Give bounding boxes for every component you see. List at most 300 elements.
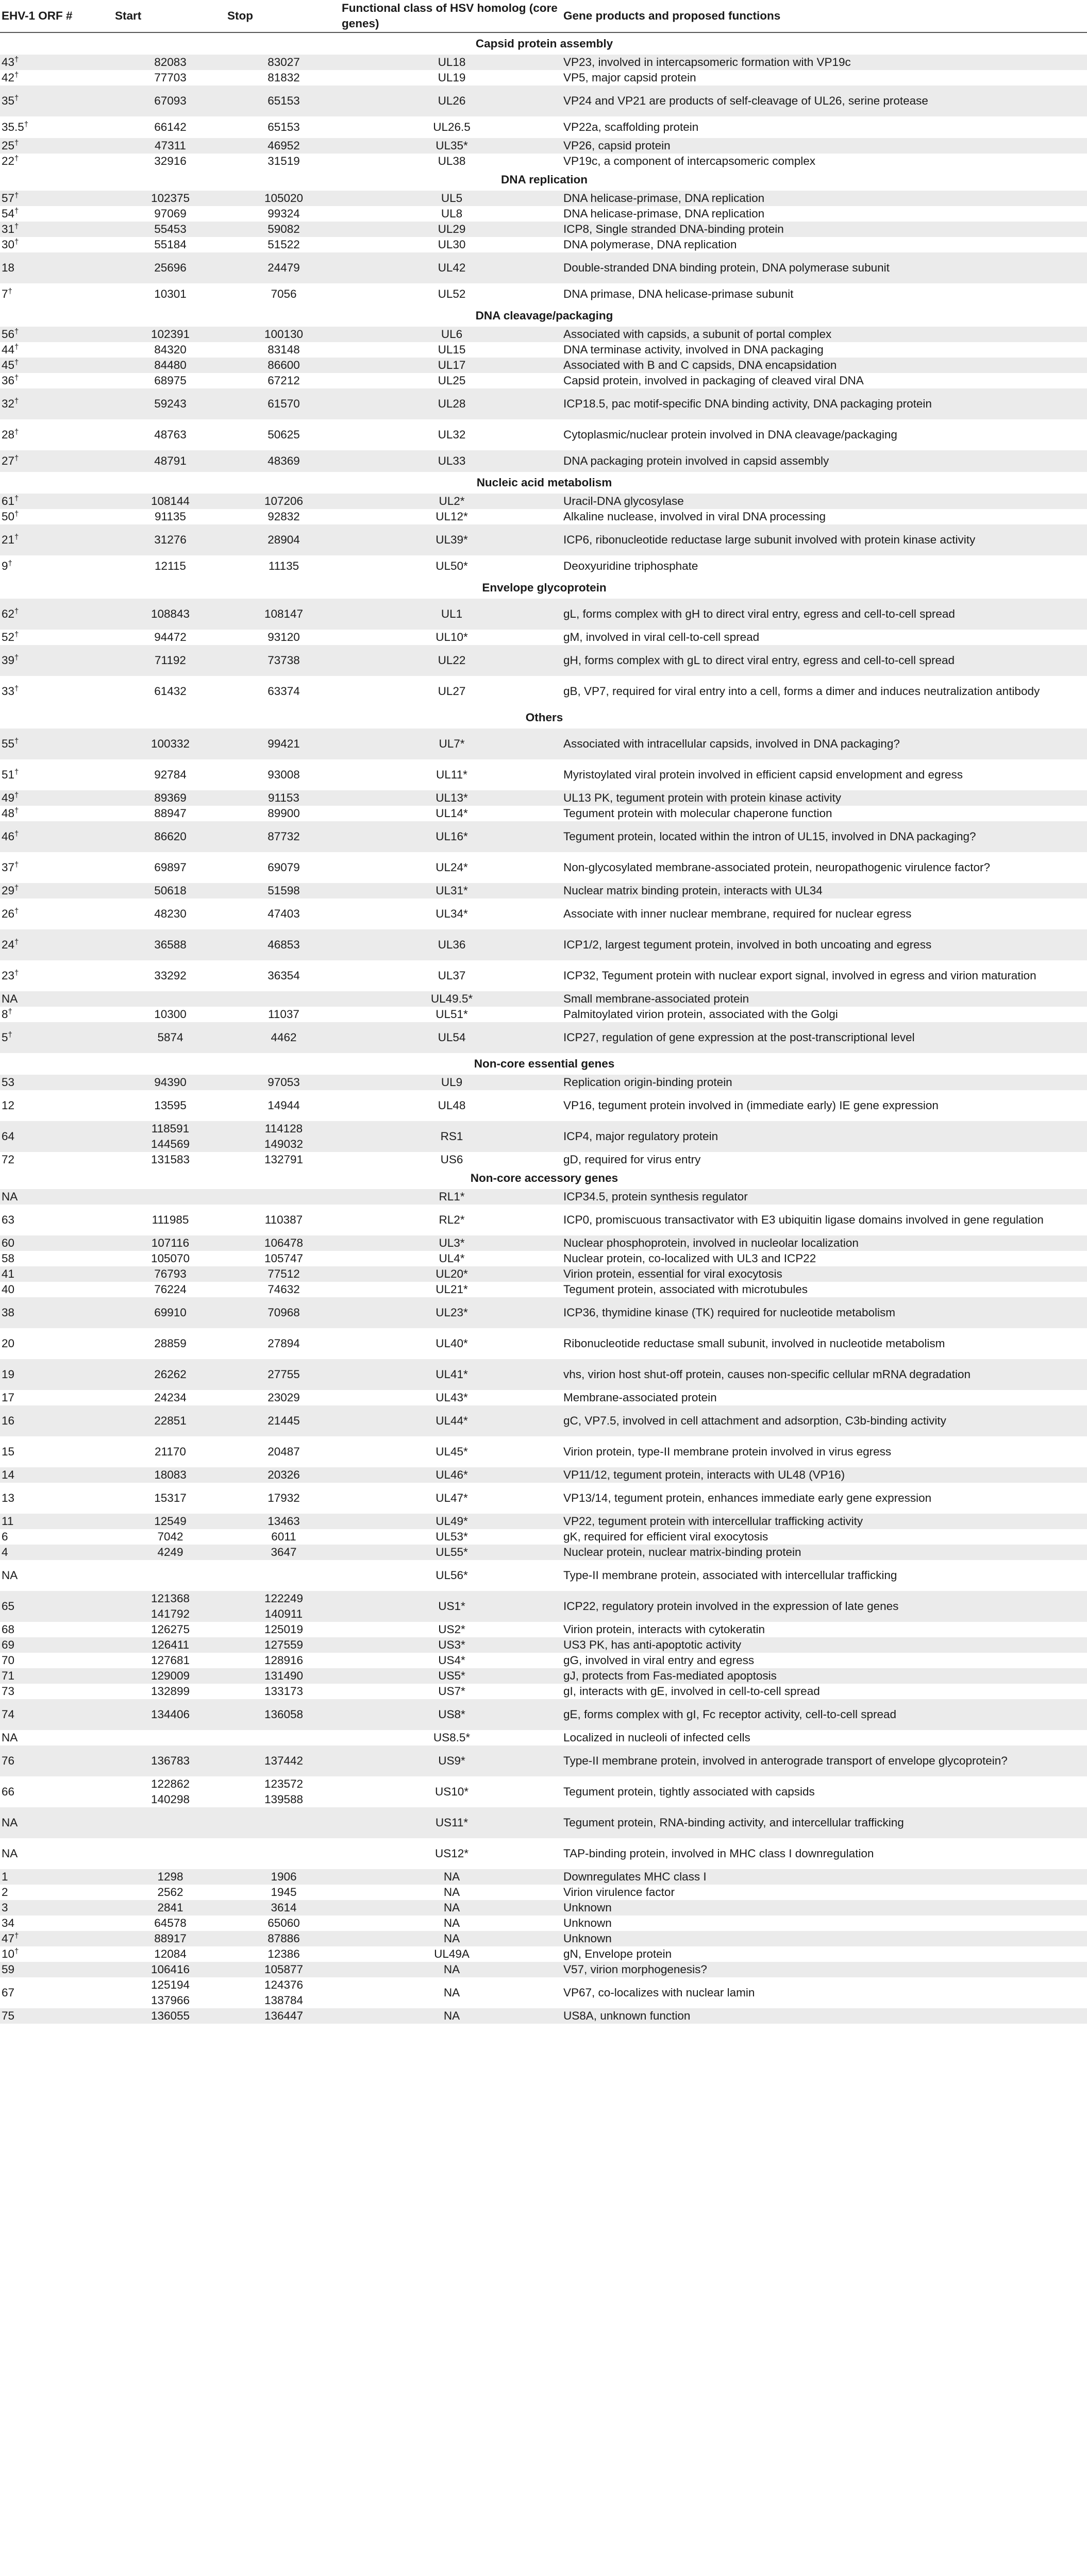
cell-stop: 70968: [226, 1297, 340, 1328]
cell-hsv-homolog: NA: [443, 1986, 460, 1999]
cell-stop: 3647: [226, 1545, 340, 1560]
table-row: [0, 645, 1087, 676]
cell-orf: 54†: [2, 207, 19, 220]
cell-orf: 44†: [2, 343, 19, 356]
cell-hsv-homolog: UL1: [340, 599, 562, 630]
cell-function: Virion protein, type-II membrane protein involved in virus egress: [563, 1445, 892, 1458]
section-heading: [0, 577, 1087, 599]
cell-stop: 93120: [267, 631, 300, 643]
table-row: [0, 1529, 1087, 1545]
cell-hsv-homolog: RL2*: [439, 1213, 465, 1226]
cell-function: DNA packaging protein involved in capsid assembly: [562, 450, 1087, 472]
cell-start: 102391: [113, 327, 226, 342]
table-row: [0, 1297, 1087, 1328]
cell-function: Type-II membrane protein, associated with intercellular trafficking: [563, 1569, 897, 1582]
table-row: [0, 1684, 1087, 1699]
cell-start: 47311: [113, 138, 226, 154]
cell-function: Virion protein, interacts with cytokeratin: [563, 1623, 765, 1636]
cell-function: Double-stranded DNA binding protein, DNA polymerase subunit: [562, 252, 1087, 283]
cell-function: Tegument protein, located within the intron of UL15, involved in DNA packaging?: [562, 821, 1087, 852]
cell-stop: [226, 1730, 340, 1745]
cell-function: Type-II membrane protein, involved in anterograde transport of envelope glycoprotein?: [562, 1745, 1087, 1776]
cell-start: 127681: [150, 1654, 190, 1667]
table-row: [0, 283, 1087, 305]
cell-orf: 13: [2, 1492, 15, 1504]
cell-stop: 17932: [267, 1492, 300, 1504]
cell-orf: NA: [0, 1189, 113, 1205]
cell-start: 106416: [113, 1962, 226, 1977]
cell-start: 12115: [155, 560, 186, 572]
cell-hsv-homolog: UL31*: [340, 883, 562, 899]
cell-start: [113, 991, 226, 1007]
cell-function: Replication origin-binding protein: [562, 1075, 1087, 1090]
cell-function: TAP-binding protein, involved in MHC class I downregulation: [563, 1847, 874, 1860]
cell-orf: 7†: [2, 287, 12, 300]
cell-hsv-homolog: UL2*: [340, 494, 562, 509]
table-row: [0, 1022, 1087, 1053]
cell-function: Associated with B and C capsids, DNA encapsidation: [562, 358, 1087, 373]
table-row: [0, 1205, 1087, 1235]
cell-start: 50618: [113, 883, 226, 899]
cell-hsv-homolog: UL6: [340, 327, 562, 342]
cell-hsv-homolog: UL49*: [340, 1514, 562, 1529]
cell-function: Tegument protein, associated with microtubules: [563, 1283, 808, 1296]
cell-stop: 23029: [267, 1391, 300, 1404]
cell-hsv-homolog: US6: [440, 1153, 463, 1166]
cell-hsv-homolog: US8*: [340, 1699, 562, 1730]
cell-stop: [226, 991, 340, 1007]
table-row: [0, 1467, 1087, 1483]
cell-function: Associated with intracellular capsids, involved in DNA packaging?: [562, 728, 1087, 759]
table-row: [0, 555, 1087, 577]
cell-start: 69897: [154, 861, 187, 874]
header-products: Gene products and proposed functions: [562, 0, 1087, 32]
cell-stop: 97053: [226, 1075, 340, 1090]
cell-orf: 14: [0, 1467, 113, 1483]
table-row: [0, 1266, 1087, 1282]
cell-start: 132899: [150, 1685, 190, 1698]
cell-orf: 57†: [0, 191, 113, 206]
cell-stop: 27755: [226, 1359, 340, 1390]
table-row: [0, 191, 1087, 206]
cell-start: 107116: [113, 1235, 226, 1251]
cell-stop: 36354: [267, 969, 300, 982]
table-row: [0, 1251, 1087, 1266]
cell-start: 5874: [113, 1022, 226, 1053]
cell-function: gK, required for efficient viral exocytosis: [563, 1530, 768, 1543]
cell-orf: 3: [0, 1900, 113, 1916]
cell-function: DNA polymerase, DNA replication: [563, 238, 737, 251]
cell-stop: 12386: [267, 1947, 300, 1960]
cell-orf: 10†: [2, 1947, 19, 1960]
cell-function: ICP8, Single stranded DNA-binding protein: [562, 222, 1087, 237]
cell-function: Unknown: [562, 1931, 1087, 1946]
table-row: [0, 991, 1087, 1007]
cell-start: 7042: [157, 1530, 183, 1543]
table-row: [0, 222, 1087, 237]
cell-start: 125194 137966: [150, 1978, 190, 2007]
cell-start: 67093: [113, 86, 226, 116]
cell-stop: 20326: [226, 1467, 340, 1483]
cell-function: Nuclear protein, nuclear matrix-binding protein: [562, 1545, 1087, 1560]
table-row: [0, 960, 1087, 991]
cell-stop: 93008: [267, 768, 300, 781]
cell-orf: 66: [2, 1785, 15, 1798]
cell-stop: 69079: [267, 861, 300, 874]
table-row: [0, 1090, 1087, 1121]
table-row: [0, 1807, 1087, 1838]
cell-orf: 5†: [0, 1022, 113, 1053]
table-row: [0, 494, 1087, 509]
cell-start: 10300: [154, 1008, 187, 1021]
cell-orf: 47†: [0, 1931, 113, 1946]
cell-start: 18083: [113, 1467, 226, 1483]
cell-hsv-homolog: UL13*: [340, 790, 562, 806]
section-heading: [0, 472, 1087, 494]
table-row: [0, 1560, 1087, 1591]
section-heading: [0, 1053, 1087, 1075]
cell-function: Unknown: [562, 1900, 1087, 1916]
cell-stop: 77512: [226, 1266, 340, 1282]
cell-orf: 40: [2, 1283, 15, 1296]
table-row: [0, 1075, 1087, 1090]
cell-orf: 42†: [2, 71, 19, 84]
cell-hsv-homolog: UL40*: [436, 1337, 468, 1350]
cell-orf: 11: [0, 1514, 113, 1529]
cell-stop: 127559: [226, 1637, 340, 1653]
cell-hsv-homolog: UL15: [438, 343, 466, 356]
cell-orf: 35†: [0, 86, 113, 116]
cell-function: gI, interacts with gE, involved in cell-to-cell spread: [563, 1685, 820, 1698]
cell-stop: 136447: [226, 2008, 340, 2024]
cell-hsv-homolog: US11*: [340, 1807, 562, 1838]
cell-orf: 46†: [0, 821, 113, 852]
table-row: [0, 1189, 1087, 1205]
cell-function: Membrane-associated protein: [563, 1391, 717, 1404]
cell-function: Downregulates MHC class I: [562, 1869, 1087, 1885]
table-row: [0, 138, 1087, 154]
cell-function: Associated with capsids, a subunit of portal complex: [562, 327, 1087, 342]
cell-orf: 9†: [2, 559, 12, 572]
cell-stop: 50625: [267, 428, 300, 441]
cell-function: Capsid protein, involved in packaging of cleaved viral DNA: [563, 374, 864, 387]
cell-start: 2562: [157, 1886, 183, 1899]
table-row: [0, 358, 1087, 373]
table-row: [0, 1328, 1087, 1359]
cell-start: [113, 1838, 226, 1869]
cell-orf: 75: [0, 2008, 113, 2024]
table-row: [0, 1653, 1087, 1668]
section-title: DNA cleavage/packaging: [0, 305, 1087, 327]
cell-function: UL13 PK, tegument protein with protein kinase activity: [562, 790, 1087, 806]
cell-start: 97069: [154, 207, 187, 220]
table-row: [0, 237, 1087, 252]
cell-orf: 6: [2, 1530, 8, 1543]
cell-orf: 65: [0, 1591, 113, 1622]
table-row: [0, 821, 1087, 852]
cell-start: 22851: [113, 1405, 226, 1436]
cell-function: VP11/12, tegument protein, interacts with UL48 (VP16): [562, 1467, 1087, 1483]
section-title: Nucleic acid metabolism: [0, 472, 1087, 494]
cell-start: 84320: [154, 343, 187, 356]
cell-hsv-homolog: UL42: [340, 252, 562, 283]
table-row: [0, 929, 1087, 960]
table-row: [0, 206, 1087, 222]
cell-function: gM, involved in viral cell-to-cell spread: [563, 631, 760, 643]
cell-function: Deoxyuridine triphosphate: [563, 560, 698, 572]
cell-function: ICP32, Tegument protein with nuclear export signal, involved in egress and virion maturation: [563, 969, 1036, 982]
cell-orf: 68: [2, 1623, 15, 1636]
cell-hsv-homolog: US1*: [340, 1591, 562, 1622]
cell-hsv-homolog: UL41*: [340, 1359, 562, 1390]
table-row: [0, 1637, 1087, 1653]
cell-orf: 16: [0, 1405, 113, 1436]
cell-hsv-homolog: UL38: [438, 155, 466, 167]
cell-stop: 99421: [226, 728, 340, 759]
cell-function: Myristoylated viral protein involved in efficient capsid envelopment and egress: [563, 768, 963, 781]
cell-stop: 11135: [268, 560, 299, 572]
header-class: Functional class of HSV homolog (core genes): [340, 0, 562, 32]
cell-start: 129009: [113, 1668, 226, 1684]
cell-hsv-homolog: NA: [340, 1900, 562, 1916]
cell-start: 88917: [113, 1931, 226, 1946]
cell-hsv-homolog: UL9: [340, 1075, 562, 1090]
cell-start: 1298: [113, 1869, 226, 1885]
cell-stop: 87886: [226, 1931, 340, 1946]
cell-hsv-homolog: UL27: [438, 685, 466, 698]
cell-hsv-homolog: US12*: [434, 1847, 469, 1860]
cell-function: gN, Envelope protein: [563, 1947, 672, 1960]
cell-function: gG, involved in viral entry and egress: [563, 1654, 755, 1667]
cell-hsv-homolog: UL50*: [436, 560, 468, 572]
cell-function: Nuclear protein, co-localized with UL3 and ICP22: [563, 1252, 816, 1265]
cell-hsv-homolog: US2*: [438, 1623, 465, 1636]
header-row: [0, 0, 1087, 32]
cell-function: VP19c, a component of intercapsomeric complex: [563, 155, 815, 167]
cell-function: gC, VP7.5, involved in cell attachment and adsorption, C3b-binding activity: [562, 1405, 1087, 1436]
cell-start: 64578: [154, 1917, 187, 1929]
cell-start: 25696: [113, 252, 226, 283]
cell-stop: 132791: [264, 1153, 304, 1166]
cell-stop: 122249 140911: [226, 1591, 340, 1622]
cell-orf: 4: [0, 1545, 113, 1560]
cell-start: 105070: [150, 1252, 190, 1265]
table-row: [0, 1776, 1087, 1807]
cell-orf: 63: [2, 1213, 15, 1226]
cell-function: gJ, protects from Fas-mediated apoptosis: [562, 1668, 1087, 1684]
cell-start: 92784: [154, 768, 187, 781]
cell-start: 48763: [154, 428, 187, 441]
table-row: [0, 1514, 1087, 1529]
table-row: [0, 1390, 1087, 1405]
cell-orf: 51†: [2, 768, 19, 781]
cell-orf: 48†: [2, 806, 19, 820]
cell-orf: 74: [0, 1699, 113, 1730]
table-row: [0, 676, 1087, 707]
cell-function: gE, forms complex with gI, Fc receptor activity, cell-to-cell spread: [562, 1699, 1087, 1730]
cell-orf: 53: [0, 1075, 113, 1090]
cell-stop: 31519: [267, 155, 300, 167]
cell-function: VP67, co-localizes with nuclear lamin: [563, 1986, 755, 1999]
cell-function: DNA primase, DNA helicase-primase subunit: [563, 287, 794, 300]
cell-orf: 58: [2, 1252, 15, 1265]
table-row: [0, 1483, 1087, 1514]
cell-hsv-homolog: UL30: [438, 238, 466, 251]
cell-hsv-homolog: UL56*: [436, 1569, 468, 1582]
cell-stop: 7056: [271, 287, 297, 300]
section-heading: [0, 707, 1087, 728]
cell-hsv-homolog: UL54: [340, 1022, 562, 1053]
cell-stop: 125019: [264, 1623, 304, 1636]
cell-hsv-homolog: US5*: [340, 1668, 562, 1684]
cell-hsv-homolog: UL35*: [340, 138, 562, 154]
cell-stop: 46952: [226, 138, 340, 154]
cell-start: 36588: [113, 929, 226, 960]
cell-orf: 28†: [2, 428, 19, 441]
cell-orf: 61†: [0, 494, 113, 509]
cell-stop: 74632: [267, 1283, 300, 1296]
section-title: Non-core accessory genes: [0, 1167, 1087, 1189]
cell-stop: 99324: [267, 207, 300, 220]
cell-start: 33292: [154, 969, 187, 982]
cell-stop: 65153: [267, 121, 300, 133]
table-row: [0, 373, 1087, 388]
cell-function: ICP18.5, pac motif-specific DNA binding activity, DNA packaging protein: [562, 388, 1087, 419]
cell-start: 15317: [154, 1492, 187, 1504]
cell-start: 61432: [154, 685, 187, 698]
table-row: [0, 1946, 1087, 1962]
cell-hsv-homolog: UL12*: [436, 510, 468, 523]
cell-hsv-homolog: NA: [340, 1869, 562, 1885]
cell-hsv-homolog: UL7*: [340, 728, 562, 759]
cell-function: DNA helicase-primase, DNA replication: [563, 207, 765, 220]
table-row: [0, 599, 1087, 630]
cell-hsv-homolog: UL4*: [439, 1252, 465, 1265]
cell-hsv-homolog: UL26: [340, 86, 562, 116]
cell-orf: 62†: [0, 599, 113, 630]
table-row: [0, 1699, 1087, 1730]
cell-hsv-homolog: US10*: [434, 1785, 469, 1798]
cell-start: 59243: [113, 388, 226, 419]
cell-start: 89369: [113, 790, 226, 806]
cell-function: Alkaline nuclease, involved in viral DNA processing: [563, 510, 826, 523]
cell-function: Tegument protein, tightly associated with capsids: [563, 1785, 815, 1798]
cell-stop: 67212: [267, 374, 300, 387]
cell-hsv-homolog: UL49.5*: [340, 991, 562, 1007]
cell-start: 108144: [113, 494, 226, 509]
cell-start: 28859: [154, 1337, 187, 1350]
cell-orf: 50†: [2, 510, 19, 523]
table-row: [0, 1916, 1087, 1931]
cell-hsv-homolog: UL43*: [436, 1391, 468, 1404]
cell-hsv-homolog: UL10*: [436, 631, 468, 643]
cell-hsv-homolog: UL32: [438, 428, 466, 441]
cell-orf: NA: [0, 991, 113, 1007]
cell-stop: 61570: [226, 388, 340, 419]
cell-stop: 136058: [226, 1699, 340, 1730]
cell-hsv-homolog: NA: [340, 1962, 562, 1977]
cell-function: ICP0, promiscuous transactivator with E3 ubiquitin ligase domains involved in gene regulation: [563, 1213, 1044, 1226]
cell-orf: 17: [2, 1391, 15, 1404]
cell-orf: 23†: [2, 969, 19, 982]
cell-stop: [226, 1807, 340, 1838]
cell-function: Nuclear matrix binding protein, interacts with UL34: [562, 883, 1087, 899]
cell-start: 126275: [150, 1623, 190, 1636]
cell-start: 48230: [154, 907, 187, 920]
cell-orf: 2: [2, 1886, 8, 1899]
table-row: [0, 116, 1087, 138]
cell-start: 76793: [113, 1266, 226, 1282]
cell-orf: 25†: [0, 138, 113, 154]
cell-orf: 1: [0, 1869, 113, 1885]
cell-stop: [226, 1189, 340, 1205]
cell-function: Unknown: [563, 1917, 612, 1929]
cell-start: 82083: [113, 55, 226, 70]
cell-orf: 35.5†: [2, 120, 29, 133]
table-row: [0, 70, 1087, 86]
cell-hsv-homolog: UL44*: [340, 1405, 562, 1436]
table-row: [0, 1152, 1087, 1167]
cell-stop: 65060: [267, 1917, 300, 1929]
cell-orf: 18: [0, 252, 113, 283]
cell-hsv-homolog: UL39*: [340, 524, 562, 555]
cell-hsv-homolog: UL21*: [436, 1283, 468, 1296]
table-row: [0, 1007, 1087, 1022]
cell-function: Virion virulence factor: [563, 1886, 675, 1899]
cell-orf: 43†: [0, 55, 113, 70]
cell-hsv-homolog: UL47*: [436, 1492, 468, 1504]
cell-start: 94390: [113, 1075, 226, 1090]
cell-orf: 24†: [0, 929, 113, 960]
cell-stop: 106478: [226, 1235, 340, 1251]
cell-stop: 89900: [267, 807, 300, 820]
cell-hsv-homolog: UL28: [340, 388, 562, 419]
table-row: [0, 899, 1087, 929]
cell-orf: 33†: [2, 684, 19, 698]
cell-stop: 92832: [267, 510, 300, 523]
cell-stop: 51598: [226, 883, 340, 899]
table-row: [0, 1359, 1087, 1390]
cell-hsv-homolog: UL29: [340, 222, 562, 237]
cell-hsv-homolog: UL14*: [436, 807, 468, 820]
cell-start: 24234: [154, 1391, 187, 1404]
cell-start: 10301: [154, 287, 187, 300]
table-row: [0, 1962, 1087, 1977]
table-row: [0, 327, 1087, 342]
cell-hsv-homolog: UL45*: [436, 1445, 468, 1458]
table-row: [0, 1730, 1087, 1745]
cell-function: VP23, involved in intercapsomeric formation with VP19c: [562, 55, 1087, 70]
cell-stop: 46853: [226, 929, 340, 960]
cell-stop: 87732: [226, 821, 340, 852]
cell-stop: 105877: [226, 1962, 340, 1977]
cell-function: ICP27, regulation of gene expression at the post-transcriptional level: [562, 1022, 1087, 1053]
table-row: [0, 883, 1087, 899]
cell-function: ICP1/2, largest tegument protein, involved in both uncoating and egress: [562, 929, 1087, 960]
cell-orf: 21†: [0, 524, 113, 555]
cell-start: 76224: [154, 1283, 187, 1296]
cell-stop: 110387: [264, 1213, 303, 1226]
cell-hsv-homolog: UL36: [340, 929, 562, 960]
table-row: [0, 1545, 1087, 1560]
cell-hsv-homolog: UL3*: [340, 1235, 562, 1251]
cell-stop: 6011: [271, 1530, 296, 1543]
cell-stop: 86600: [226, 358, 340, 373]
cell-start: [113, 1560, 226, 1591]
cell-stop: 123572 139588: [264, 1777, 304, 1806]
cell-orf: NA: [0, 1807, 113, 1838]
cell-orf: 69: [0, 1637, 113, 1653]
